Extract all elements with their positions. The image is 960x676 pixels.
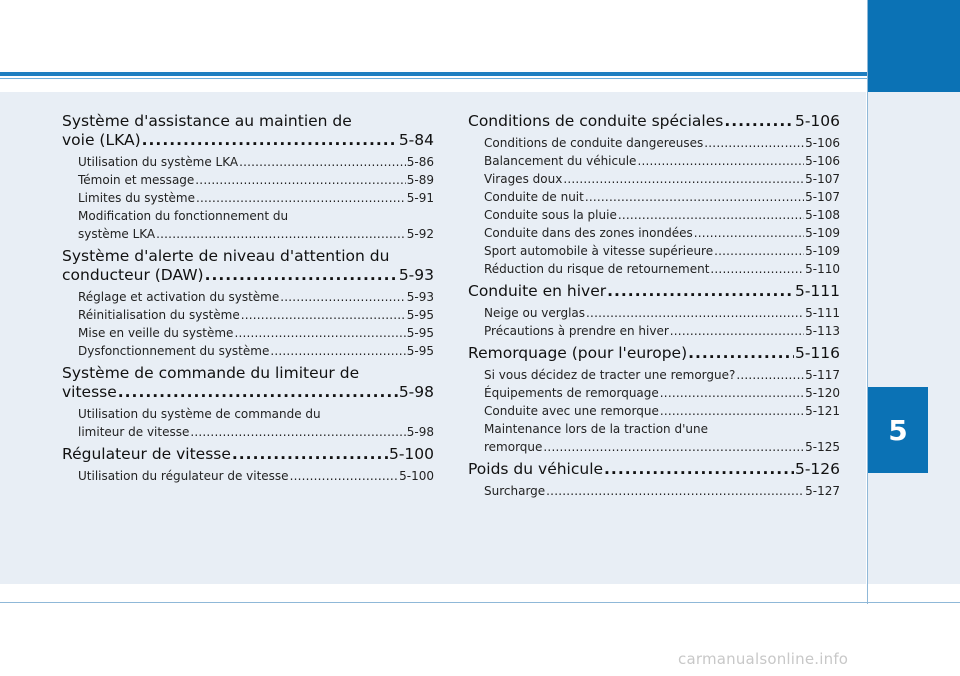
toc-entry-title: Utilisation du régulateur de vitesse: [78, 469, 289, 483]
toc-right-column: [468, 112, 840, 504]
dot-leader: [660, 384, 804, 402]
dot-leader: [736, 366, 804, 384]
header-rule-thin: [0, 78, 868, 79]
toc-entry-title-line: Système d'alerte de niveau d'attention du: [62, 247, 390, 265]
toc-subentry[interactable]: [62, 324, 434, 342]
dot-leader: [270, 342, 405, 360]
dot-leader: [724, 112, 794, 131]
dot-leader: [710, 260, 804, 278]
toc-subentry[interactable]: [62, 306, 434, 324]
toc-entry-title: Régulateur de vitesse: [62, 445, 231, 463]
toc-subentry[interactable]: [62, 342, 434, 360]
toc-subentry[interactable]: [468, 152, 840, 170]
toc-subentry[interactable]: [468, 224, 840, 242]
dot-leader: [241, 306, 406, 324]
toc-entry-title: système LKA: [78, 227, 156, 241]
toc-entry-line: [78, 171, 434, 189]
toc-subentry[interactable]: [468, 134, 840, 152]
toc-entry-line: [62, 445, 434, 464]
dot-leader: [618, 206, 804, 224]
section-spacer: [468, 500, 840, 504]
footer-rule: [0, 602, 960, 603]
toc-subentry[interactable]: [468, 188, 840, 206]
toc-page-number: 5-86: [406, 155, 434, 169]
toc-entry-line: [484, 224, 840, 242]
toc-entry-title: Utilisation du système LKA: [78, 155, 239, 169]
toc-entry-line: [484, 134, 840, 152]
dot-leader: [637, 152, 804, 170]
toc-entry-line: [468, 460, 840, 479]
watermark-text: carmanualsonline.info: [678, 650, 849, 668]
toc-entry-title: Balancement du véhicule: [484, 154, 637, 168]
toc-entry-line: [468, 112, 840, 131]
toc-page-number: 5-95: [406, 308, 434, 322]
toc-entry-title: Dysfonctionnement du système: [78, 344, 270, 358]
toc-entry-title: Conditions de conduite dangereuses: [484, 136, 704, 150]
toc-subentry[interactable]: [468, 170, 840, 188]
toc-entry-title: Conduite de nuit: [484, 190, 584, 204]
toc-subentry[interactable]: [468, 206, 840, 224]
toc-page-number: 5-113: [805, 324, 840, 338]
dot-leader: [280, 288, 406, 306]
dot-leader: [660, 402, 804, 420]
dot-leader: [239, 153, 406, 171]
toc-subentry[interactable]: [62, 189, 434, 207]
toc-entry-title-line: Système d'assistance au maintien de: [62, 112, 352, 130]
toc-page-number: 5-95: [406, 326, 434, 340]
toc-entry-title: Virages doux: [484, 172, 563, 186]
dot-leader: [290, 467, 399, 485]
dot-leader: [234, 324, 405, 342]
toc-page-number: 5-106: [805, 136, 840, 150]
dot-leader: [670, 322, 804, 340]
toc-page-number: 5-109: [805, 226, 840, 240]
toc-page-number: 5-95: [406, 344, 434, 358]
toc-entry-line: [484, 322, 840, 340]
toc-entry-line: [78, 467, 434, 485]
toc-entry-line: [484, 304, 840, 322]
dot-leader: [563, 170, 804, 188]
toc-page-number: 5-117: [805, 368, 840, 382]
dot-leader: [196, 189, 406, 207]
toc-subentry[interactable]: [468, 482, 840, 500]
dot-leader: [195, 171, 405, 189]
toc-entry-title: Précautions à prendre en hiver: [484, 324, 669, 338]
toc-page-number: 5-111: [805, 306, 840, 320]
toc-entry-line: [78, 324, 434, 342]
toc-subentry[interactable]: [62, 171, 434, 189]
toc-page-number: 5-109: [805, 244, 840, 258]
toc-entry-title-line: Utilisation du système de commande du: [78, 407, 321, 421]
dot-leader: [190, 423, 405, 441]
toc-section-entry[interactable]: [62, 364, 434, 402]
toc-entry-title: Sport automobile à vitesse supérieure: [484, 244, 714, 258]
toc-subentry[interactable]: [468, 420, 840, 456]
toc-section-entry[interactable]: [62, 445, 434, 464]
toc-entry-line: [484, 170, 840, 188]
toc-section-entry[interactable]: [468, 112, 840, 131]
toc-entry-line: [484, 438, 840, 456]
toc-page-number: 5-93: [406, 290, 434, 304]
toc-entry-title: conducteur (DAW): [62, 266, 204, 284]
dot-leader: [688, 344, 794, 363]
toc-entry-title: Poids du véhicule: [468, 460, 604, 478]
toc-entry-title: Surcharge: [484, 484, 546, 498]
toc-page-number: 5-120: [805, 386, 840, 400]
toc-entry-line: [78, 288, 434, 306]
toc-page-number: 5-111: [794, 282, 840, 300]
toc-entry-line: [78, 423, 434, 441]
dot-leader: [604, 460, 794, 479]
toc-page-number: 5-98: [398, 383, 434, 401]
toc-entry-title: Réduction du risque de retournement: [484, 262, 710, 276]
dot-leader: [118, 383, 398, 402]
toc-entry-title-line: Modification du fonctionnement du: [78, 209, 289, 223]
dot-leader: [586, 304, 804, 322]
toc-page-number: 5-106: [805, 154, 840, 168]
toc-section-entry[interactable]: [468, 460, 840, 479]
toc-page-number: 5-110: [805, 262, 840, 276]
toc-entry-line: [78, 153, 434, 171]
toc-page-number: 5-121: [805, 404, 840, 418]
toc-page-number: 5-106: [794, 112, 840, 130]
toc-page-number: 5-93: [398, 266, 434, 284]
toc-subentry[interactable]: [468, 242, 840, 260]
toc-entry-title: Conduite avec une remorque: [484, 404, 659, 418]
toc-subentry[interactable]: [62, 288, 434, 306]
toc-subentry[interactable]: [468, 384, 840, 402]
toc-entry-line: [468, 282, 840, 301]
toc-entry-line: [78, 189, 434, 207]
toc-entry-line: [484, 260, 840, 278]
dot-leader: [714, 242, 804, 260]
toc-entry-title-line: Système de commande du limiteur de: [62, 364, 360, 382]
dot-leader: [546, 482, 804, 500]
toc-entry-line: [484, 366, 840, 384]
toc-entry-line: [62, 383, 434, 402]
toc-page-number: 5-116: [794, 344, 840, 362]
toc-page-number: 5-127: [805, 484, 840, 498]
dot-leader: [156, 225, 406, 243]
toc-page-number: 5-89: [406, 173, 434, 187]
dot-leader: [205, 266, 398, 285]
toc-section-entry[interactable]: [468, 344, 840, 363]
dot-leader: [543, 438, 804, 456]
toc-entry-title-line: Maintenance lors de la traction d'une: [484, 422, 708, 436]
toc-entry-line: [78, 306, 434, 324]
toc-entry-title: Conduite sous la pluie: [484, 208, 617, 222]
toc-subentry[interactable]: [468, 322, 840, 340]
dot-leader: [142, 131, 398, 150]
toc-page-number: 5-107: [805, 172, 840, 186]
header-rule: [0, 72, 868, 76]
toc-page-number: 5-91: [406, 191, 434, 205]
toc-entry-line: [468, 344, 840, 363]
toc-entry-title: Réglage et activation du système: [78, 290, 280, 304]
toc-entry-line: [484, 482, 840, 500]
toc-entry-line: [484, 384, 840, 402]
toc-page-number: 5-100: [388, 445, 434, 463]
toc-page-number: 5-100: [399, 469, 434, 483]
toc-entry-title: vitesse: [62, 383, 117, 401]
toc-section-entry[interactable]: [62, 247, 434, 285]
toc-entry-title: Limites du système: [78, 191, 195, 205]
dot-leader: [232, 445, 388, 464]
toc-entry-line: [78, 225, 434, 243]
column-divider: [867, 0, 868, 604]
dot-leader: [585, 188, 804, 206]
toc-subentry[interactable]: [468, 304, 840, 322]
toc-page-number: 5-98: [406, 425, 434, 439]
toc-entry-title: Si vous décidez de tracter une remorgue?: [484, 368, 736, 382]
toc-entry-line: [484, 402, 840, 420]
toc-entry-title: Réinitialisation du système: [78, 308, 240, 322]
chapter-side-column: [868, 92, 960, 584]
toc-entry-title: remorque: [484, 440, 543, 454]
toc-section-entry[interactable]: [468, 282, 840, 301]
toc-entry-line: [62, 131, 434, 150]
toc-page-number: 5-84: [398, 131, 434, 149]
toc-entry-line: [78, 342, 434, 360]
toc-entry-title: Conduite en hiver: [468, 282, 607, 300]
toc-page-number: 5-125: [805, 440, 840, 454]
toc-entry-title: Conduite dans des zones inondées: [484, 226, 693, 240]
toc-section-entry[interactable]: [62, 112, 434, 150]
toc-subentry[interactable]: [468, 402, 840, 420]
toc-left-column: [62, 112, 434, 489]
dot-leader: [704, 134, 804, 152]
toc-subentry[interactable]: [468, 260, 840, 278]
toc-subentry[interactable]: [62, 467, 434, 485]
toc-entry-line: [484, 206, 840, 224]
toc-entry-title: limiteur de vitesse: [78, 425, 190, 439]
toc-subentry[interactable]: [62, 405, 434, 441]
toc-page-number: 5-107: [805, 190, 840, 204]
dot-leader: [694, 224, 804, 242]
toc-page-number: 5-108: [805, 208, 840, 222]
toc-entry-title: Neige ou verglas: [484, 306, 586, 320]
toc-subentry[interactable]: [62, 153, 434, 171]
toc-entry-line: [484, 152, 840, 170]
toc-subentry[interactable]: [62, 207, 434, 243]
toc-entry-line: [484, 242, 840, 260]
toc-entry-line: [62, 266, 434, 285]
toc-entry-title: Conditions de conduite spéciales: [468, 112, 724, 130]
chapter-number-badge: 5: [868, 387, 928, 473]
toc-entry-title: Témoin et message: [78, 173, 195, 187]
toc-page-number: 5-126: [794, 460, 840, 478]
toc-entry-title: Équipements de remorquage: [484, 386, 659, 400]
toc-entry-title: Mise en veille du système: [78, 326, 234, 340]
toc-page-number: 5-92: [406, 227, 434, 241]
toc-subentry[interactable]: [468, 366, 840, 384]
toc-entry-title: voie (LKA): [62, 131, 141, 149]
dot-leader: [607, 282, 794, 301]
toc-entry-title: Remorquage (pour l'europe): [468, 344, 688, 362]
chapter-tab: [868, 0, 960, 92]
toc-entry-line: [484, 188, 840, 206]
section-spacer: [62, 485, 434, 489]
